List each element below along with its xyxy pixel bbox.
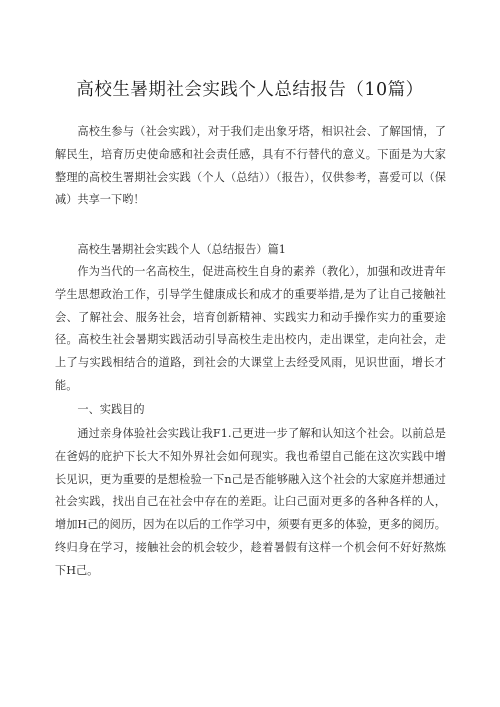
paragraph-2: 通过亲身体验社会实践让我F1.己更进一步了解和认知这个社会。以前总是在爸妈的庇护下长大不知外界社会如何现实。我也希望自己能在这次实践中增长见识，更为重要的是想检验一下n己是否能够融入这个社会的大家庭并想通过社会实践，找出自己在社会中存在的差距。让臼己面对更多的各种各样的人，增加H己的阅历，因为在以后的工作学习中，须要有更多的体验，更多的阅历。终归身在学习，接触社会的机会较少，趁着暑假有这样一个机会何不好好熬炼下H己。 bbox=[55, 427, 446, 577]
intro-paragraph: 高校生参与（社会实践），对于我们走出象牙塔，相识社会、了解国情，了解民生，培育历史使命感和社会责任感，具有不行替代的意义。下面是为大家整理的高校生署期社会实践（个人（总结））（报告），仅供参考，喜爱可以（保减）共享一下哟！ bbox=[55, 125, 446, 207]
section-heading-practice-purpose: 一、实践目的 bbox=[77, 403, 145, 416]
document-title: 高校生暑期社会实践个人总结报告（10篇） bbox=[76, 80, 424, 100]
paragraph-1: 作为当代的一名高校生，促进高校生自身的素养（教化），加强和改进青年学生思想政治工作，引导学生健康成长和成才的重要举措,是为了让自己接触社会、了解社会、服务社会，培育创新精神、实践实力和动手操作实力的重要途径。高校生社会暑期实践活动引导高校生走出校内，走出课堂，走向社会，走上了与实践相结合的道路，到社会的大课堂上去经受风雨，见识世面，增长才能。 bbox=[55, 265, 446, 392]
report-subheading: 高校生暑期社会实践个人（总结报告）篇1 bbox=[77, 243, 286, 256]
